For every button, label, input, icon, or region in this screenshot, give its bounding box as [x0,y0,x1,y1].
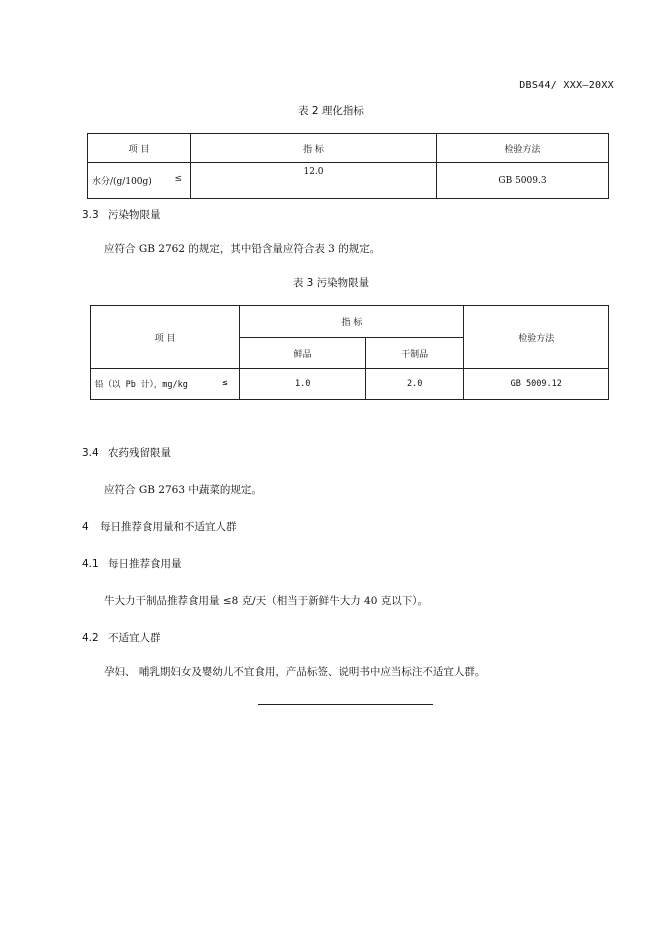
table2-caption: 表 2 理化指标 [298,105,364,117]
table2-header-method: 检验方法 [437,134,609,163]
section-4-2-text: 孕妇、 哺乳期妇女及婴幼儿不宜食用，产品标签、说明书中应当标注不适宜人群。 [104,666,486,678]
section-3-3-heading [82,207,161,222]
table2-le-symbol: ≤ [174,174,182,184]
table3-cell-fresh: 1.0 [240,369,365,400]
table3-cell-dried: 2.0 [365,369,464,400]
section-title: 每日推荐食用量 [108,558,182,570]
table2-header-row [88,134,609,163]
section-4-2-heading [82,630,161,645]
section-number: 3.3 [82,209,99,221]
section-number: 4 [82,521,89,533]
table2-header-item: 项 目 [88,134,191,163]
table2-item-label: 水分/(g/100g) [92,177,152,187]
section-3-4-text: 应符合 GB 2763 中蔬菜的规定。 [104,484,262,496]
section-title: 农药残留限量 [108,447,171,459]
table-row [91,369,609,400]
end-of-document-rule [258,704,433,705]
table3-header-method: 检验方法 [464,306,609,369]
table3-header-indicator: 指 标 [240,306,464,338]
table2-header-indicator: 指 标 [191,134,437,163]
section-4-heading [82,519,237,534]
section-number: 3.4 [82,447,99,459]
section-title: 不适宜人群 [108,632,161,644]
table3-header-fresh: 鲜品 [240,338,365,369]
table3-cell-method: GB 5009.12 [464,369,609,400]
table2 [87,133,609,199]
table3-cell-item [91,369,240,400]
section-number: 4.1 [82,558,99,570]
table-row [88,163,609,199]
table3 [90,305,609,400]
section-4-1-text: 牛大力干制品推荐食用量 ≤8 克/天（相当于新鲜牛大力 40 克以下）。 [104,595,428,607]
table3-item-label: 铅（以 Pb 计），mg/kg [95,380,188,390]
table3-le-symbol: ≤ [222,378,228,388]
section-4-1-heading [82,556,182,571]
section-number: 4.2 [82,632,99,644]
table2-cell-method: GB 5009.3 [437,163,609,199]
table2-cell-item [88,163,191,199]
table3-caption: 表 3 污染物限量 [292,277,370,289]
table3-header-item: 项 目 [91,306,240,369]
section-title: 污染物限量 [108,209,161,221]
section-title: 每日推荐食用量和不适宜人群 [100,521,237,533]
table3-header-row [91,306,609,338]
document-code: DBS44/ XXX—20XX [519,80,614,91]
section-3-3-text: 应符合 GB 2762 的规定，其中铅含量应符合表 3 的规定。 [104,243,381,255]
table2-cell-value: 12.0 [191,163,437,199]
section-3-4-heading [82,445,171,460]
table3-header-dried: 干制品 [365,338,464,369]
